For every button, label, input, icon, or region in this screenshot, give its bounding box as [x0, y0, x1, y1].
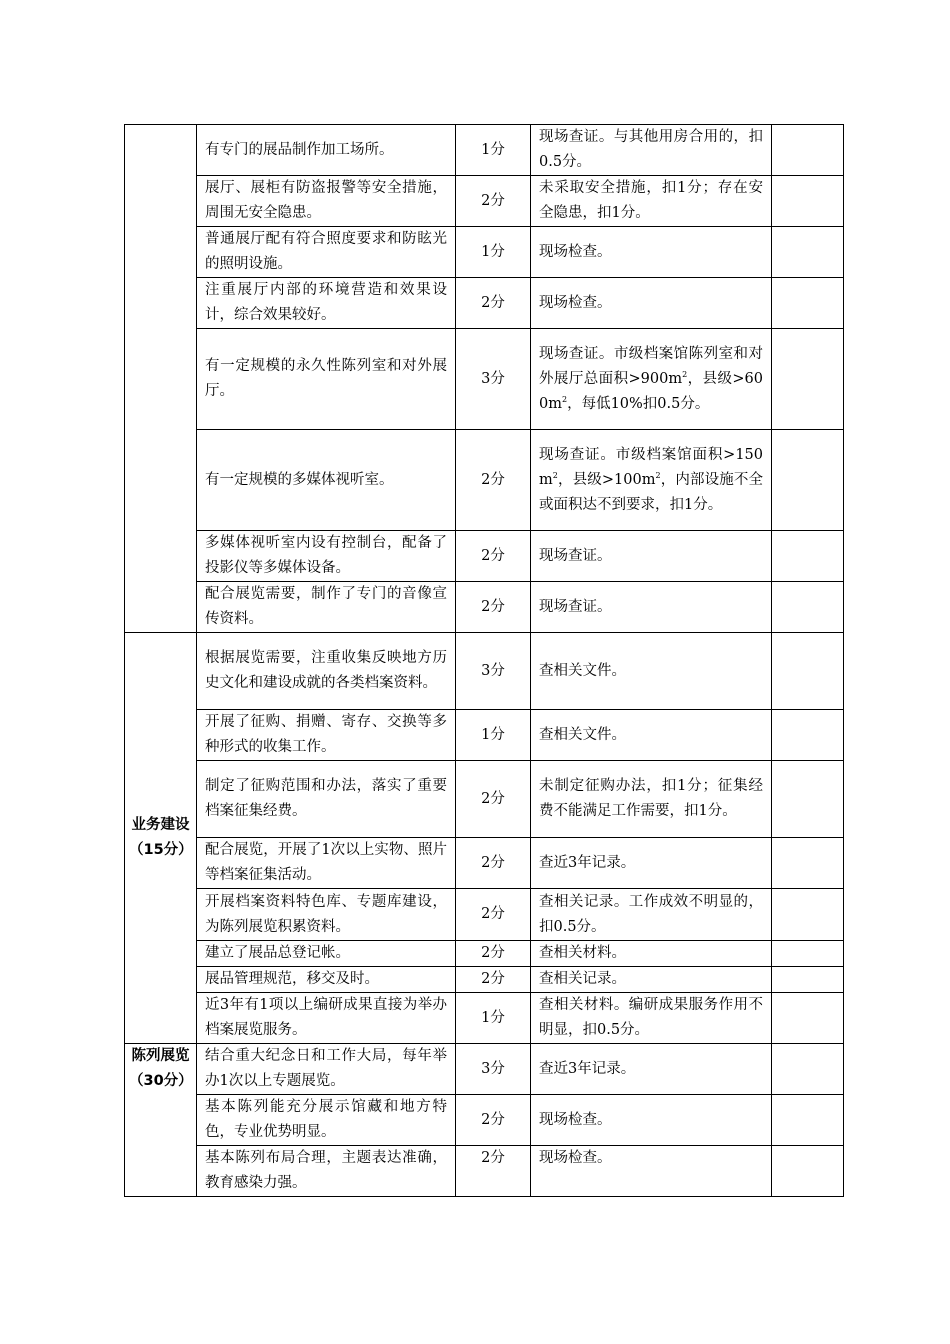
- remark-cell: [772, 838, 844, 889]
- method-text: 查相关材料。编研成果服务作用不明显，扣0.5分。: [531, 993, 772, 1044]
- table-row: [125, 1044, 844, 1095]
- evaluation-table: [124, 124, 844, 1197]
- remark-cell: [772, 967, 844, 993]
- method-text: 查相关材料。: [531, 941, 772, 967]
- score-cell: 2分: [456, 889, 531, 941]
- method-text: 查相关记录。工作成效不明显的，扣0.5分。: [531, 889, 772, 941]
- section-label: [125, 125, 197, 633]
- remark-cell: [772, 582, 844, 633]
- item-text: 根据展览需要，注重收集反映地方历史文化和建设成就的各类档案资料。: [197, 633, 456, 710]
- score-cell: 2分: [456, 582, 531, 633]
- table-row: [125, 227, 844, 278]
- method-text: 现场查证。与其他用房合用的，扣0.5分。: [531, 125, 772, 176]
- remark-cell: [772, 710, 844, 761]
- method-text: 现场查证。市级档案馆陈列室和对外展厅总面积$>900m^2$，县级$>600m^2$，每低10%扣0.5分。: [531, 329, 772, 430]
- table-row: [125, 838, 844, 889]
- score-cell: 3分: [456, 633, 531, 710]
- table-row: [125, 941, 844, 967]
- item-text: 配合展览需要，制作了专门的音像宣传资料。: [197, 582, 456, 633]
- method-text: 现场检查。: [531, 1146, 772, 1197]
- method-text: 现场检查。: [531, 1095, 772, 1146]
- item-text: 结合重大纪念日和工作大局，每年举办1次以上专题展览。: [197, 1044, 456, 1095]
- table-row: [125, 531, 844, 582]
- item-text: 建立了展品总登记帐。: [197, 941, 456, 967]
- item-text: 基本陈列布局合理，主题表达准确，教育感染力强。: [197, 1146, 456, 1197]
- method-text: 查近3年记录。: [531, 838, 772, 889]
- item-text: 基本陈列能充分展示馆藏和地方特色，专业优势明显。: [197, 1095, 456, 1146]
- item-text: 有专门的展品制作加工场所。: [197, 125, 456, 176]
- score-cell: 3分: [456, 329, 531, 430]
- score-cell: 2分: [456, 278, 531, 329]
- remark-cell: [772, 993, 844, 1044]
- item-text: 有一定规模的永久性陈列室和对外展厅。: [197, 329, 456, 430]
- table-row: [125, 278, 844, 329]
- score-cell: 1分: [456, 710, 531, 761]
- score-cell: 2分: [456, 761, 531, 838]
- table-row: [125, 967, 844, 993]
- method-text: 现场检查。: [531, 278, 772, 329]
- item-text: 展品管理规范，移交及时。: [197, 967, 456, 993]
- table-row: [125, 889, 844, 941]
- score-cell: 2分: [456, 941, 531, 967]
- remark-cell: [772, 176, 844, 227]
- method-text: 现场查证。: [531, 531, 772, 582]
- remark-cell: [772, 1146, 844, 1197]
- item-text: 有一定规模的多媒体视听室。: [197, 430, 456, 531]
- score-cell: 1分: [456, 125, 531, 176]
- table-row: [125, 430, 844, 531]
- score-cell: 2分: [456, 1146, 531, 1197]
- table-row: [125, 125, 844, 176]
- remark-cell: [772, 1095, 844, 1146]
- remark-cell: [772, 941, 844, 967]
- method-text: 查相关记录。: [531, 967, 772, 993]
- method-text: 现场查证。市级档案馆面积$>150m^2$，县级$>100m^2$，内部设施不全或面积达不到要求，扣1分。: [531, 430, 772, 531]
- remark-cell: [772, 430, 844, 531]
- item-text: 制定了征购范围和办法，落实了重要档案征集经费。: [197, 761, 456, 838]
- table-row: [125, 710, 844, 761]
- score-cell: 3分: [456, 1044, 531, 1095]
- remark-cell: [772, 1044, 844, 1095]
- table-row: [125, 329, 844, 430]
- table-row: [125, 1146, 844, 1197]
- score-cell: 2分: [456, 430, 531, 531]
- remark-cell: [772, 329, 844, 430]
- table-row: [125, 633, 844, 710]
- score-cell: 2分: [456, 531, 531, 582]
- section-label: 业务建设（15分）: [125, 633, 197, 1044]
- remark-cell: [772, 125, 844, 176]
- section-label: 陈列展览（30分）: [125, 1044, 197, 1197]
- method-text: 查相关文件。: [531, 633, 772, 710]
- table-row: [125, 582, 844, 633]
- item-text: 配合展览，开展了1次以上实物、照片等档案征集活动。: [197, 838, 456, 889]
- score-cell: 2分: [456, 838, 531, 889]
- table-row: [125, 761, 844, 838]
- item-text: 开展档案资料特色库、专题库建设，为陈列展览积累资料。: [197, 889, 456, 941]
- item-text: 开展了征购、捐赠、寄存、交换等多种形式的收集工作。: [197, 710, 456, 761]
- remark-cell: [772, 633, 844, 710]
- remark-cell: [772, 889, 844, 941]
- remark-cell: [772, 278, 844, 329]
- item-text: 多媒体视听室内设有控制台，配备了投影仪等多媒体设备。: [197, 531, 456, 582]
- score-cell: 2分: [456, 967, 531, 993]
- remark-cell: [772, 227, 844, 278]
- score-cell: 1分: [456, 993, 531, 1044]
- method-text: 未采取安全措施，扣1分；存在安全隐患，扣1分。: [531, 176, 772, 227]
- score-cell: 2分: [456, 1095, 531, 1146]
- table-row: [125, 176, 844, 227]
- remark-cell: [772, 761, 844, 838]
- remark-cell: [772, 531, 844, 582]
- item-text: 普通展厅配有符合照度要求和防眩光的照明设施。: [197, 227, 456, 278]
- item-text: 展厅、展柜有防盗报警等安全措施，周围无安全隐患。: [197, 176, 456, 227]
- table-row: [125, 1095, 844, 1146]
- method-text: 现场查证。: [531, 582, 772, 633]
- score-cell: 2分: [456, 176, 531, 227]
- method-text: 查相关文件。: [531, 710, 772, 761]
- method-text: 查近3年记录。: [531, 1044, 772, 1095]
- method-text: 未制定征购办法，扣1分；征集经费不能满足工作需要，扣1分。: [531, 761, 772, 838]
- item-text: 注重展厅内部的环境营造和效果设计，综合效果较好。: [197, 278, 456, 329]
- item-text: 近3年有1项以上编研成果直接为举办档案展览服务。: [197, 993, 456, 1044]
- method-text: 现场检查。: [531, 227, 772, 278]
- table-row: [125, 993, 844, 1044]
- score-cell: 1分: [456, 227, 531, 278]
